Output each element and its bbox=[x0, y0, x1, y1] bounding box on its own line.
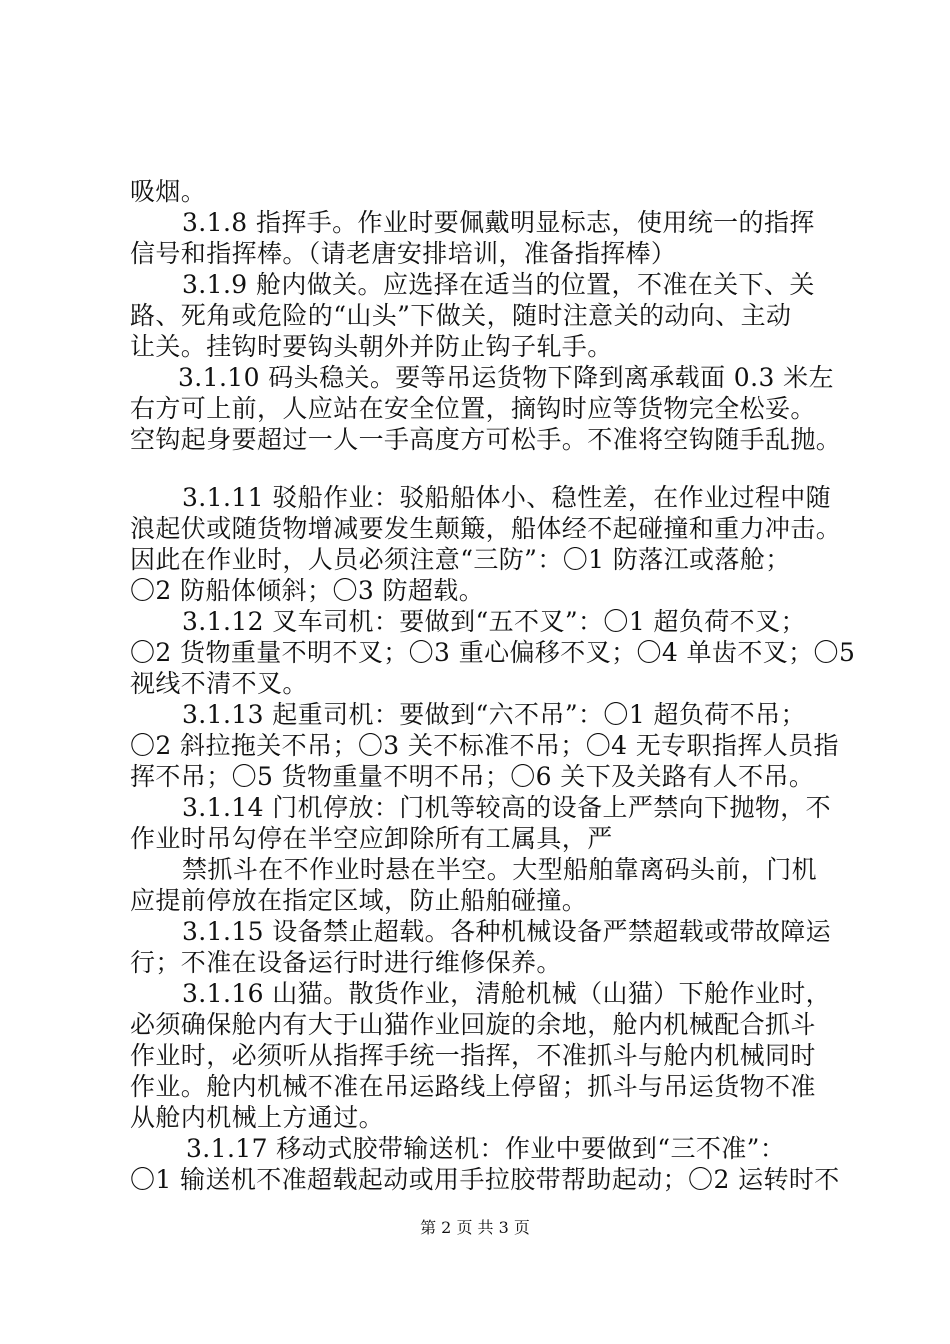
text-line: 〇2 防船体倾斜；〇3 防超载。 bbox=[130, 576, 485, 605]
text-line: 3.1.9 舱内做关。应选择在适当的位置，不准在关下、关 bbox=[182, 270, 815, 299]
text-line: 路、死角或危险的“山头”下做关，随时注意关的动向、主动 bbox=[130, 301, 792, 330]
text-line: 让关。挂钩时要钩头朝外并防止钩子轧手。 bbox=[130, 332, 613, 361]
text-line: 禁抓斗在不作业时悬在半空。大型船舶靠离码头前，门机 bbox=[182, 855, 818, 884]
text-line: 信号和指挥棒。（请老唐安排培训，准备指挥棒） bbox=[130, 239, 677, 268]
text-line: 作业时吊勾停在半空应卸除所有工属具，严 bbox=[130, 824, 613, 853]
text-line: 挥不吊；〇5 货物重量不明不吊；〇6 关下及关路有人不吊。 bbox=[130, 762, 815, 791]
text-line: 视线不清不叉。 bbox=[130, 669, 308, 698]
text-line: 应提前停放在指定区域，防止船舶碰撞。 bbox=[130, 886, 588, 915]
text-line: 3.1.8 指挥手。作业时要佩戴明显标志，使用统一的指挥 bbox=[182, 208, 815, 237]
text-line: 3.1.13 起重司机：要做到“六不吊”：〇1 超负荷不吊； bbox=[182, 700, 806, 729]
text-line: 3.1.16 山猫。散货作业，清舱机械（山猫）下舱作业时， bbox=[182, 979, 832, 1008]
text-line: 从舱内机械上方通过。 bbox=[130, 1103, 385, 1132]
text-line: 空钩起身要超过一人一手高度方可松手。不准将空钩随手乱抛。 bbox=[130, 425, 842, 454]
text-line: 〇1 输送机不准超载起动或用手拉胶带帮助起动；〇2 运转时不 bbox=[130, 1165, 840, 1194]
text-line: 3.1.12 叉车司机：要做到“五不叉”：〇1 超负荷不叉； bbox=[182, 607, 806, 636]
text-line: 3.1.17 移动式胶带输送机：作业中要做到“三不准”： bbox=[186, 1134, 786, 1163]
text-line: 行；不准在设备运行时进行维修保养。 bbox=[130, 948, 562, 977]
text-line: 吸烟。 bbox=[130, 177, 207, 206]
text-line: 必须确保舱内有大于山猫作业回旋的余地，舱内机械配合抓斗 bbox=[130, 1010, 816, 1039]
text-line: 浪起伏或随货物增减要发生颠簸，船体经不起碰撞和重力冲击。 bbox=[130, 514, 842, 543]
text-line: 3.1.10 码头稳关。要等吊运货物下降到离承载面 0.3 米左 bbox=[178, 363, 834, 392]
text-line: 右方可上前，人应站在安全位置，摘钩时应等货物完全松妥。 bbox=[130, 394, 816, 423]
text-line: 3.1.15 设备禁止超载。各种机械设备严禁超载或带故障运 bbox=[182, 917, 832, 946]
text-line: 因此在作业时，人员必须注意“三防”：〇1 防落江或落舱； bbox=[130, 545, 791, 574]
text-line: 作业。舱内机械不准在吊运路线上停留；抓斗与吊运货物不准 bbox=[130, 1072, 816, 1101]
text-line: 〇2 货物重量不明不叉；〇3 重心偏移不叉；〇4 单齿不叉；〇5 bbox=[130, 638, 856, 667]
page-footer: 第 2 页 共 3 页 bbox=[420, 1218, 530, 1237]
text-line: 3.1.11 驳船作业：驳船船体小、稳性差，在作业过程中随 bbox=[182, 483, 832, 512]
text-line: 作业时，必须听从指挥手统一指挥，不准抓斗与舱内机械同时 bbox=[130, 1041, 816, 1070]
text-line: 3.1.14 门机停放：门机等较高的设备上严禁向下抛物，不 bbox=[182, 793, 832, 822]
text-line: 〇2 斜拉拖关不吊；〇3 关不标准不吊；〇4 无专职指挥人员指 bbox=[130, 731, 839, 760]
